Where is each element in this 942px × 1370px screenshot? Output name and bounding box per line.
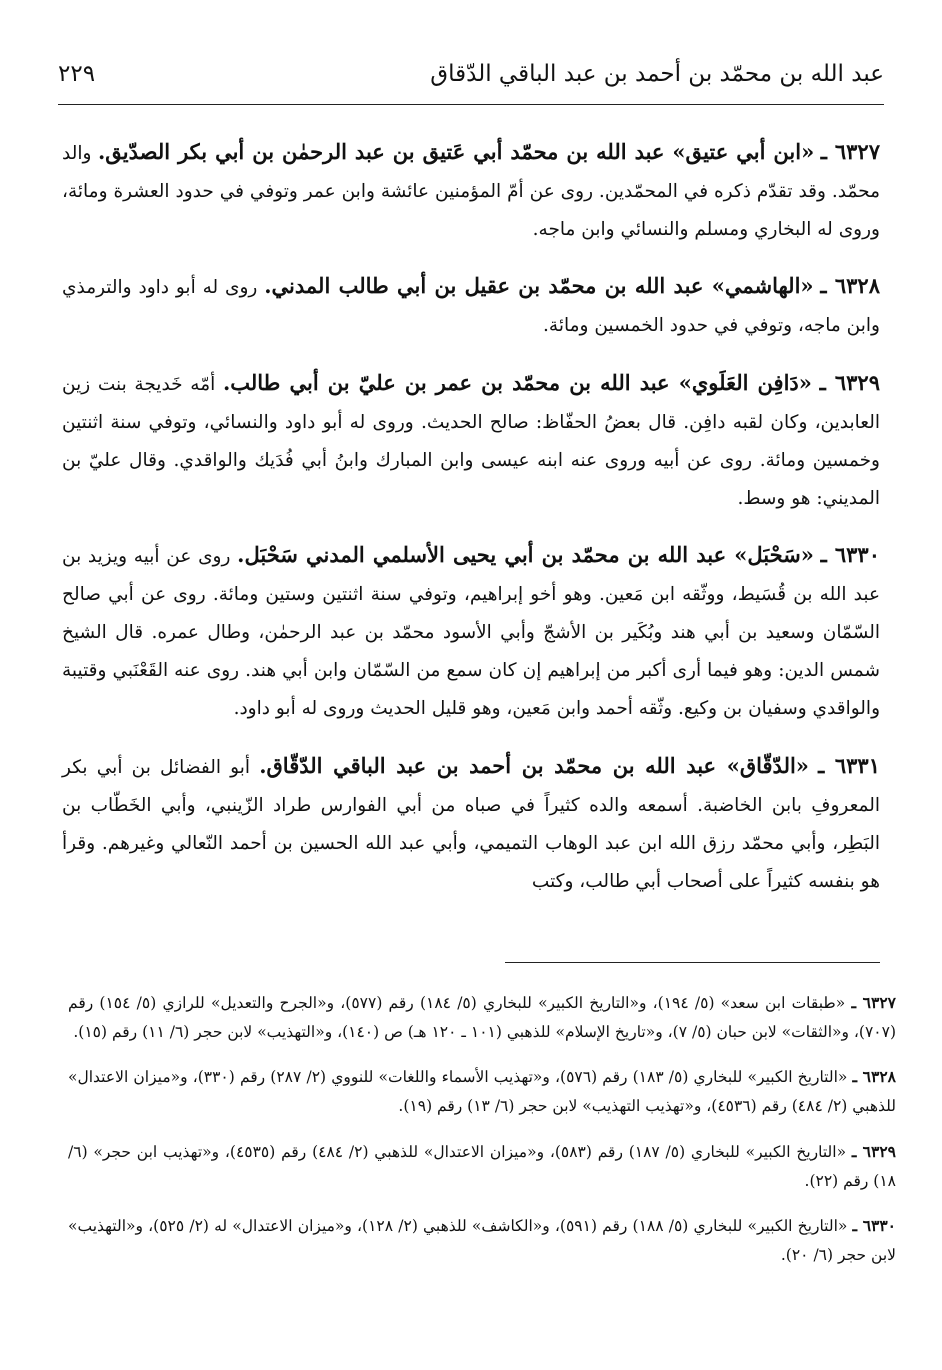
- entry-body: أبو الفضائل بن أبي بكر المعروفِ بابن الخاضبة. أسمعه والده كثيراً في صباه من أبي الفوارس طراد الزّينبي، وأبي الخَطّاب بن البَطِر، وأبي محمّد رزق الله ابن عبد الوهاب التميمي، وأبي عبد الله الحسين بن أحمد النّعالي وغيرهم. وقرأ هو بنفسه كثيراً على أصحاب أبي طالب، وكتب: [62, 756, 880, 892]
- footnote-6327: [68, 988, 896, 1047]
- entry-6329: [62, 364, 880, 518]
- entry-6327: [62, 133, 880, 249]
- entry-heading: «الهاشمي» عبد الله بن محمّد بن عقيل بن أبي طالب المدني.: [264, 273, 814, 298]
- entry-heading: «سَحْبَل» عبد الله بن محمّد بن أبي يحيى الأسلمي المدني سَحْبَل.: [237, 542, 814, 567]
- entry-body: روى له أبو داود والترمذي وابن ماجه، وتوفي في حدود الخمسين ومائة.: [62, 277, 880, 336]
- running-header: [58, 52, 884, 96]
- page-number: ٢٢٩: [58, 61, 96, 87]
- entry-number: ٦٣٢٧ ـ: [820, 138, 880, 164]
- entries-section: [62, 114, 880, 909]
- footnote-number: ٦٣٢٨ ـ: [852, 1067, 896, 1086]
- entry-6328: [62, 267, 880, 345]
- entry-number: ٦٣٢٩ ـ: [819, 369, 880, 395]
- entry-body: روى عن أبيه ويزيد بن عبد الله بن قُسَيط، ووثّقه ابن مَعين. وهو أخو إبراهيم، وتوفي سنة اثنتين وستين ومائة. روى عن أبي صالح السّمّان وسعيد بن أبي هند وبُكَير بن الأشجّ وأبي الأسود محمّد بن عبد الرحمٰن، وطال عمره. قال الشيخ شمس الدين: وهو فيما أرى أكبر من إبراهيم إن كان سمع من السّمّان وابن أبي هند. روى عنه القَعْنَبي وقتيبة والواقدي وسفيان بن وكيع. وثّقه أحمد وابن مَعين، وهو قليل الحديث وروى له أبو داود.: [62, 546, 880, 719]
- footnote-6328: [68, 1062, 896, 1121]
- footnote-6329: [68, 1137, 896, 1196]
- footnote-number: ٦٣٢٧ ـ: [851, 992, 896, 1012]
- footnotes-section: [68, 972, 896, 1276]
- footnote-text: «طبقات ابن سعد» (٥/ ١٩٤)، و«التاريخ الكبير» للبخاري (٥/ ١٨٤) رقم (٥٧٧)، و«الجرح والتعديل» للرازي (٥/ ١٥٤) رقم (٧٠٧)، و«الثقات» لابن حبان (٥/ ٧)، و«تاريخ الإسلام» للذهبي (١٠١ ـ ١٢٠ هـ) ص (١٤٠)، و«التهذيب» لابن حجر (٦/ ١١) رقم (١٥).: [68, 993, 896, 1041]
- footnote-divider: [505, 962, 880, 963]
- running-title: عبد الله بن محمّد بن أحمد بن عبد الباقي الدّقاق: [430, 61, 884, 87]
- footnote-text: «التاريخ الكبير» للبخاري (٥/ ١٨٣) رقم (٥٧٦)، و«تهذيب الأسماء واللغات» للنووي (٢/ ٢٨٧) رقم (٣٣٠)، و«ميزان الاعتدال» للذهبي (٢/ ٤٨٤) رقم (٤٥٣٦)، و«تهذيب التهذيب» لابن حجر (٦/ ١٣) رقم (١٩).: [68, 1068, 896, 1115]
- footnote-text: «التاريخ الكبير» للبخاري (٥/ ١٨٨) رقم (٥٩١)، و«الكاشف» للذهبي (٢/ ١٢٨)، و«ميزان الاعتدال» له (٢/ ٥٢٥)، و«التهذيب» لابن حجر (٦/ ٢٠).: [68, 1217, 896, 1264]
- footnote-number: ٦٣٣٠ ـ: [852, 1216, 897, 1235]
- entry-body: أمّه خَديجة بنت زين العابدين، وكان لقبه دافِن. قال بعضُ الحفّاظ: صالح الحديث. وروى له أبو داود والنسائي، وتوفي سنة اثنتين وخمسين ومائة. روى عن أبيه وروى عنه ابنه عيسى وابن المبارك وابنُ أبي فُدَيك والواقدي. وقال عليّ بن المديني: هو وسط.: [62, 373, 880, 509]
- entry-6330: [62, 536, 880, 728]
- footnote-text: «التاريخ الكبير» للبخاري (٥/ ١٨٧) رقم (٥٨٣)، و«ميزان الاعتدال» للذهبي (٢/ ٤٨٤) رقم (٤٥٣٥)، و«تهذيب ابن حجر» (٦/ ١٨) رقم (٢٢).: [68, 1142, 896, 1190]
- header-divider: [58, 104, 884, 105]
- entry-number: ٦٣٣٠ ـ: [820, 542, 880, 567]
- entry-heading: «ابن أبي عتيق» عبد الله بن محمّد أبي عَتيق بن عبد الرحمٰن بن أبي بكر الصدّيق.: [97, 138, 815, 164]
- entry-number: ٦٣٢٨ ـ: [820, 273, 880, 298]
- entry-heading: «الدّقّاق» عبد الله بن محمّد بن أحمد بن عبد الباقي الدّقّاق.: [259, 752, 809, 778]
- entry-6331: [62, 747, 880, 901]
- footnote-6330: [68, 1211, 896, 1270]
- entry-body: والد محمّد. وقد تقدّم ذكره في المحمّدين. روى عن أمّ المؤمنين عائشة وابن عمر وتوفي في حدود العشرة ومائة، وروى له البخاري ومسلم والنسائي وابن ماجه.: [62, 142, 880, 240]
- footnote-number: ٦٣٢٩ ـ: [851, 1141, 896, 1161]
- entry-heading: «دَافِن العَلَوي» عبد الله بن محمّد بن عمر بن عليّ بن أبي طالب.: [222, 369, 812, 395]
- entry-number: ٦٣٣١ ـ: [818, 752, 880, 778]
